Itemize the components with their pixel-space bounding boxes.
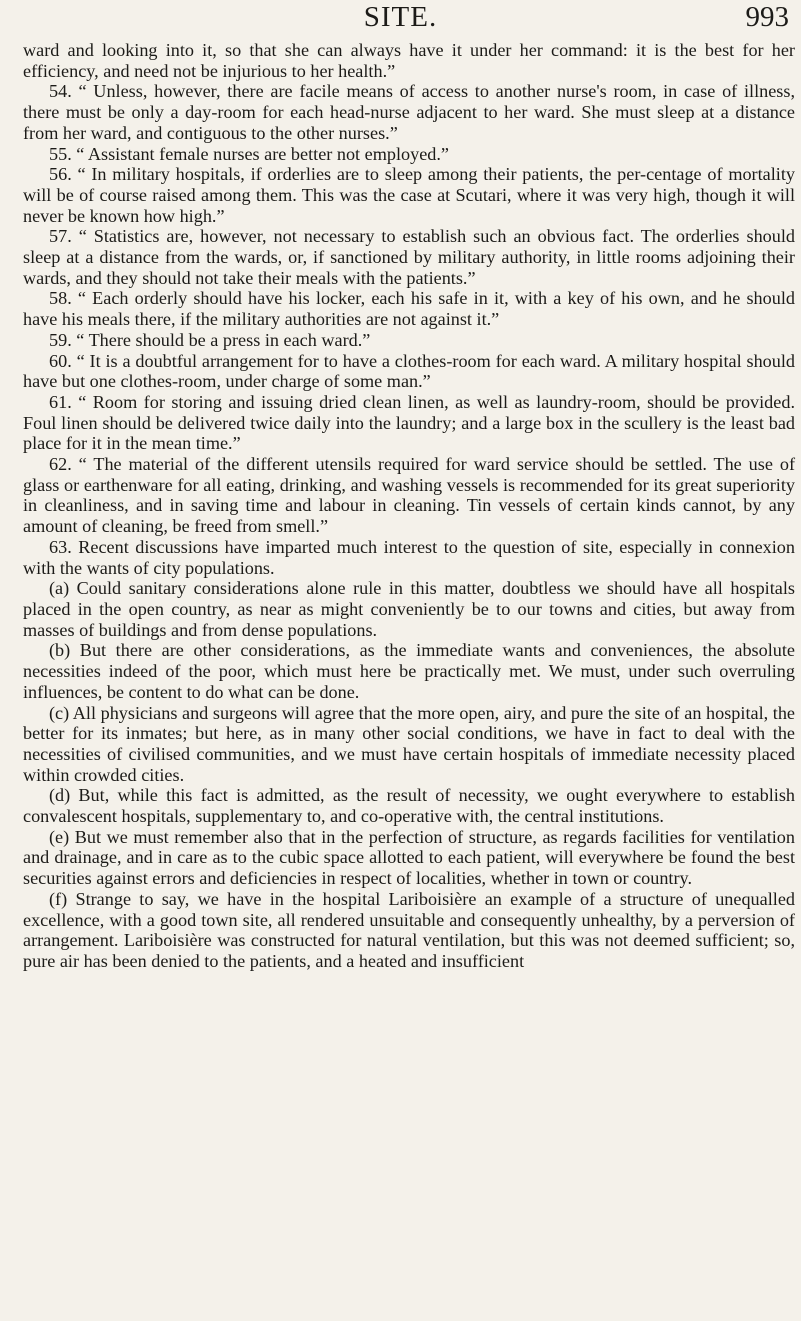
paragraph-63a: (a) Could sanitary considerations alone rule in this matter, doubtless we should have all hospitals placed in the open country, as near as might conveniently be to our towns and cities, but away from masses of buildings and from dense populations. xyxy=(23,578,795,640)
paragraph-61: 61. “ Room for storing and issuing dried clean linen, as well as laundry-room, should be provided. Foul linen should be delivered twice daily into the laundry; and a large box in the scullery is the least bad place for it in the mean time.” xyxy=(23,391,795,454)
paragraph-ward-command: ward and looking into it, so that she can always have it under her command: it is the best for her efficiency, and need not be injurious to her health.” xyxy=(23,40,795,81)
paragraph-54: 54. “ Unless, however, there are facile means of access to another nurse's room, in case of illness, there must be only a day-room for each head-nurse adjacent to her ward. She must sleep at a distance from her ward, and contiguous to the other nurses.” xyxy=(23,81,795,143)
paragraph-63f: (f) Strange to say, we have in the hospital Lariboisière an example of a structure of unequalled excellence, with a good town site, all rendered unsuitable and consequently unhealthy, by a perversion of arrangement. Lariboisière was constructed for natural ventilation, but this was not deemed sufficient; so, pure air has been denied to the patients, and a heated and insufficient xyxy=(23,888,795,971)
paragraph-63d: (d) But, while this fact is admitted, as the result of necessity, we ought everywhere to establish convalescent hospitals, supplementary to, and co-operative with, the central institutions. xyxy=(23,785,795,827)
running-title: SITE. xyxy=(363,1,438,33)
paragraph-63: 63. Recent discussions have imparted much interest to the question of site, especially in connexion with the wants of city populations. xyxy=(23,536,795,578)
paragraph-56: 56. “ In military hospitals, if orderlies are to sleep among their patients, the per-centage of mortality will be of course raised among them. This was the case at Scutari, where it was very high, though it will never be known how high.” xyxy=(23,164,795,226)
paragraph-63c: (c) All physicians and surgeons will agree that the more open, airy, and pure the site of an hospital, the better for its inmates; but here, as in many other social conditions, we have in fact to deal with the necessities of civilised communities, and we must have certain hospitals of immediate necessity placed within crowded cities. xyxy=(23,702,795,785)
paragraph-62: 62. “ The material of the different utensils required for ward service should be settled. The use of glass or earthenware for all eating, drinking, and washing vessels is recommended for its great superiority in cleanliness, and in saving time and labour in cleaning. Tin vessels of certain kinds cannot, by any amount of cleaning, be freed from smell.” xyxy=(23,454,795,537)
body-text xyxy=(23,40,795,972)
paragraph-58: 58. “ Each orderly should have his locker, each his safe in it, with a key of his own, and he should have his meals there, if the military authorities are not against it.” xyxy=(23,288,795,330)
paragraph-63b: (b) But there are other considerations, as the immediate wants and conveniences, the absolute necessities indeed of the poor, which must here be practically met. We must, under such overruling influences, be content to do what can be done. xyxy=(23,640,795,702)
paragraph-59: 59. “ There should be a press in each ward.” xyxy=(49,329,371,350)
paragraph-57: 57. “ Statistics are, however, not necessary to establish such an obvious fact. The orderlies should sleep at a distance from the wards, or, if sanctioned by military authority, in little rooms adjoining their wards, and they should not take their meals with the patients.” xyxy=(23,226,795,288)
paragraph-63e: (e) But we must remember also that in the perfection of structure, as regards facilities for ventilation and drainage, and in care as to the cubic space allotted to each patient, will everywhere be found the best securities against errors and deficiencies in respect of localities, whether in town or country. xyxy=(23,826,795,889)
paragraph-60: 60. “ It is a doubtful arrangement for to have a clothes-room for each ward. A military hospital should have but one clothes-room, under charge of some man.” xyxy=(23,350,795,392)
page-number: 993 xyxy=(745,1,789,33)
running-head xyxy=(0,0,801,40)
paragraph-55: 55. “ Assistant female nurses are better not employed.” xyxy=(49,143,449,164)
